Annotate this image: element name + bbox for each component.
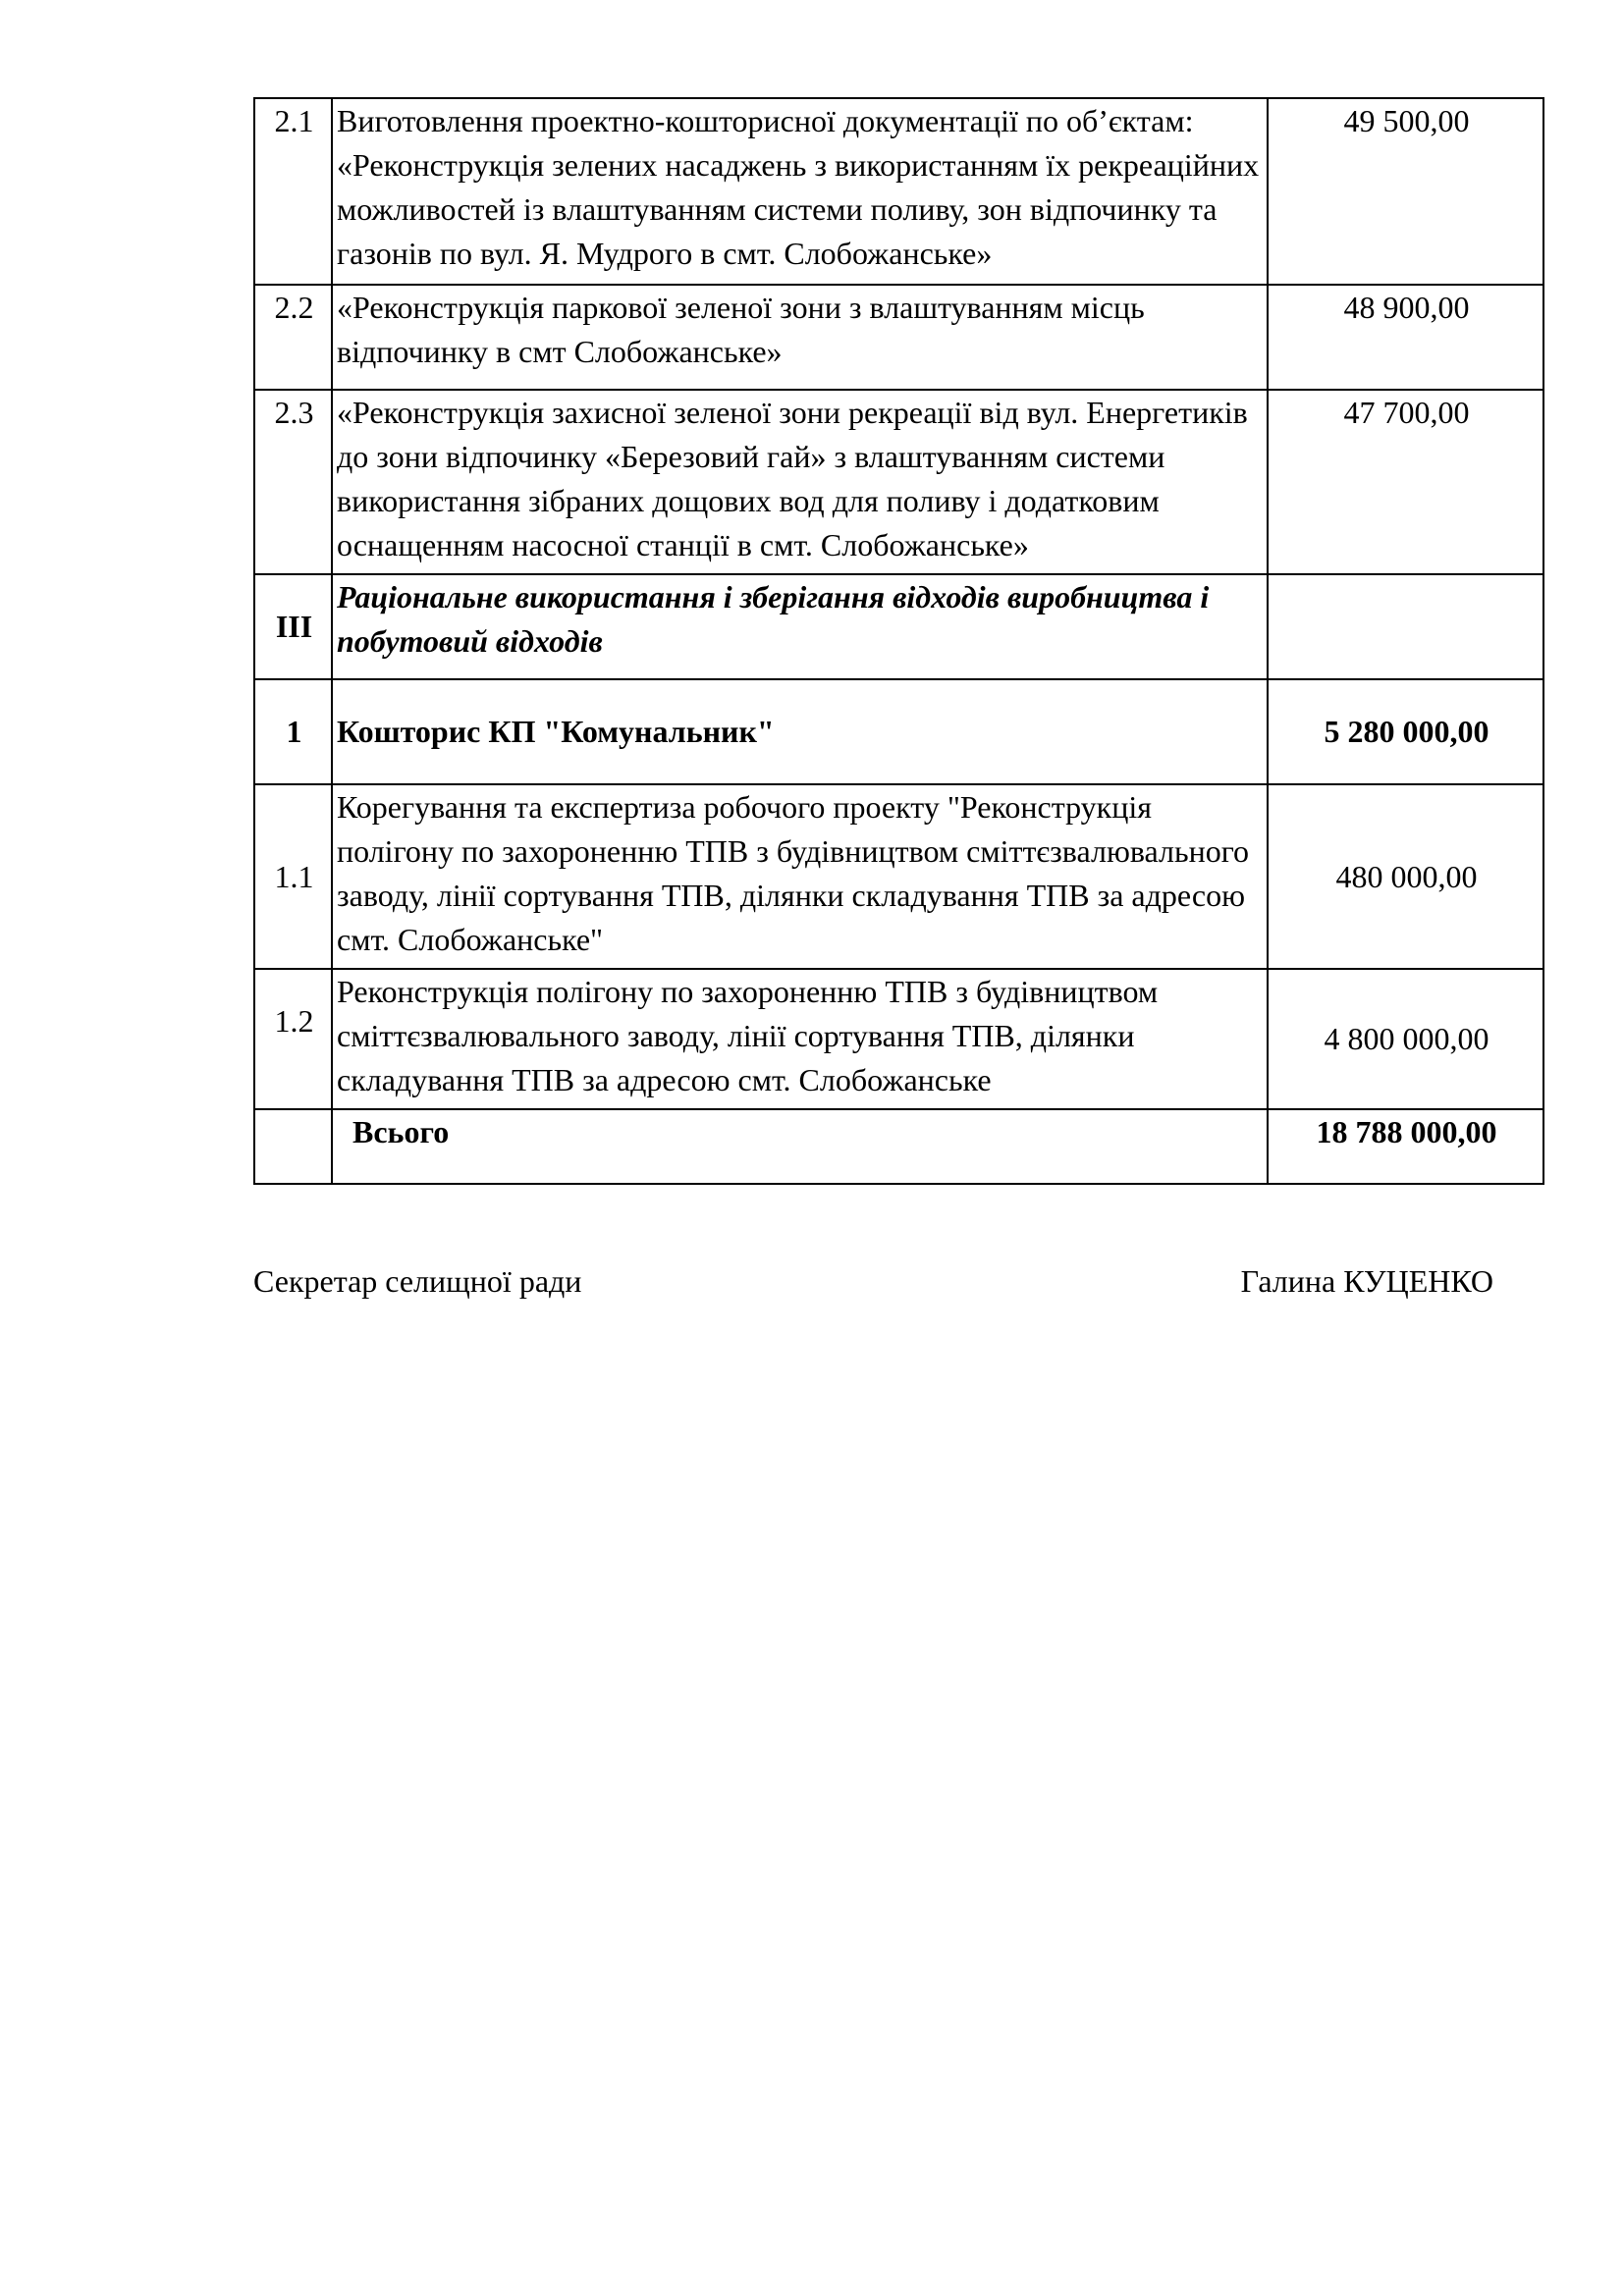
section-row bbox=[254, 574, 1543, 679]
total-row bbox=[254, 1109, 1543, 1184]
row-description: «Реконструкція захисної зеленої зони рекреації від вул. Енергетиків до зони відпочинку «Березовий гай» з влаштуванням системи використання зібраних дощових вод для поливу і додатковим оснащенням насосної станції в смт. Слобожанське» bbox=[332, 390, 1268, 574]
section-amount bbox=[1268, 574, 1543, 679]
row-description: Реконструкція полігону по захороненню ТПВ з будівництвом сміттєзвалювального заводу, лінії сортування ТПВ, ділянки складування ТПВ за адресою смт. Слобожанське bbox=[332, 969, 1268, 1109]
table-row bbox=[254, 285, 1543, 390]
table-row bbox=[254, 98, 1543, 285]
total-amount: 18 788 000,00 bbox=[1268, 1109, 1543, 1184]
row-description: Виготовлення проектно-кошторисної документації по об’єктам: «Реконструкція зелених насаджень з використанням їх рекреаційних можливостей із влаштуванням системи поливу, зон відпочинку та газонів по вул. Я. Мудрого в смт. Слобожанське» bbox=[332, 98, 1268, 285]
row-number: 1 bbox=[254, 679, 332, 784]
row-number: 2.3 bbox=[254, 390, 332, 574]
row-description: «Реконструкція паркової зеленої зони з влаштуванням місць відпочинку в смт Слобожанське» bbox=[332, 285, 1268, 390]
row-amount: 4 800 000,00 bbox=[1268, 969, 1543, 1109]
total-number-cell bbox=[254, 1109, 332, 1184]
section-title: Раціональне використання і зберігання відходів виробництва і побутовий відходів bbox=[332, 574, 1268, 679]
row-description: Кошторис КП "Комунальник" bbox=[332, 679, 1268, 784]
row-amount: 49 500,00 bbox=[1268, 98, 1543, 285]
total-label: Всього bbox=[332, 1109, 1268, 1184]
row-number: 2.2 bbox=[254, 285, 332, 390]
signer-name: Галина КУЦЕНКО bbox=[1240, 1263, 1493, 1299]
estimate-row bbox=[254, 679, 1543, 784]
section-number: ІІІ bbox=[254, 574, 332, 679]
row-amount: 48 900,00 bbox=[1268, 285, 1543, 390]
row-number: 1.1 bbox=[254, 784, 332, 969]
table-row bbox=[254, 969, 1543, 1109]
table-row bbox=[254, 390, 1543, 574]
row-amount: 480 000,00 bbox=[1268, 784, 1543, 969]
row-amount: 47 700,00 bbox=[1268, 390, 1543, 574]
row-description: Корегування та експертиза робочого проекту "Реконструкція полігону по захороненню ТПВ з будівництвом сміттєзвалювального заводу, лінії сортування ТПВ, ділянки складування ТПВ за адресою смт. Слобожанське" bbox=[332, 784, 1268, 969]
row-number: 2.1 bbox=[254, 98, 332, 285]
signer-position: Секретар селищної ради bbox=[253, 1263, 582, 1299]
row-number: 1.2 bbox=[254, 969, 332, 1109]
row-amount: 5 280 000,00 bbox=[1268, 679, 1543, 784]
table-row bbox=[254, 784, 1543, 969]
budget-table bbox=[253, 97, 1544, 1185]
